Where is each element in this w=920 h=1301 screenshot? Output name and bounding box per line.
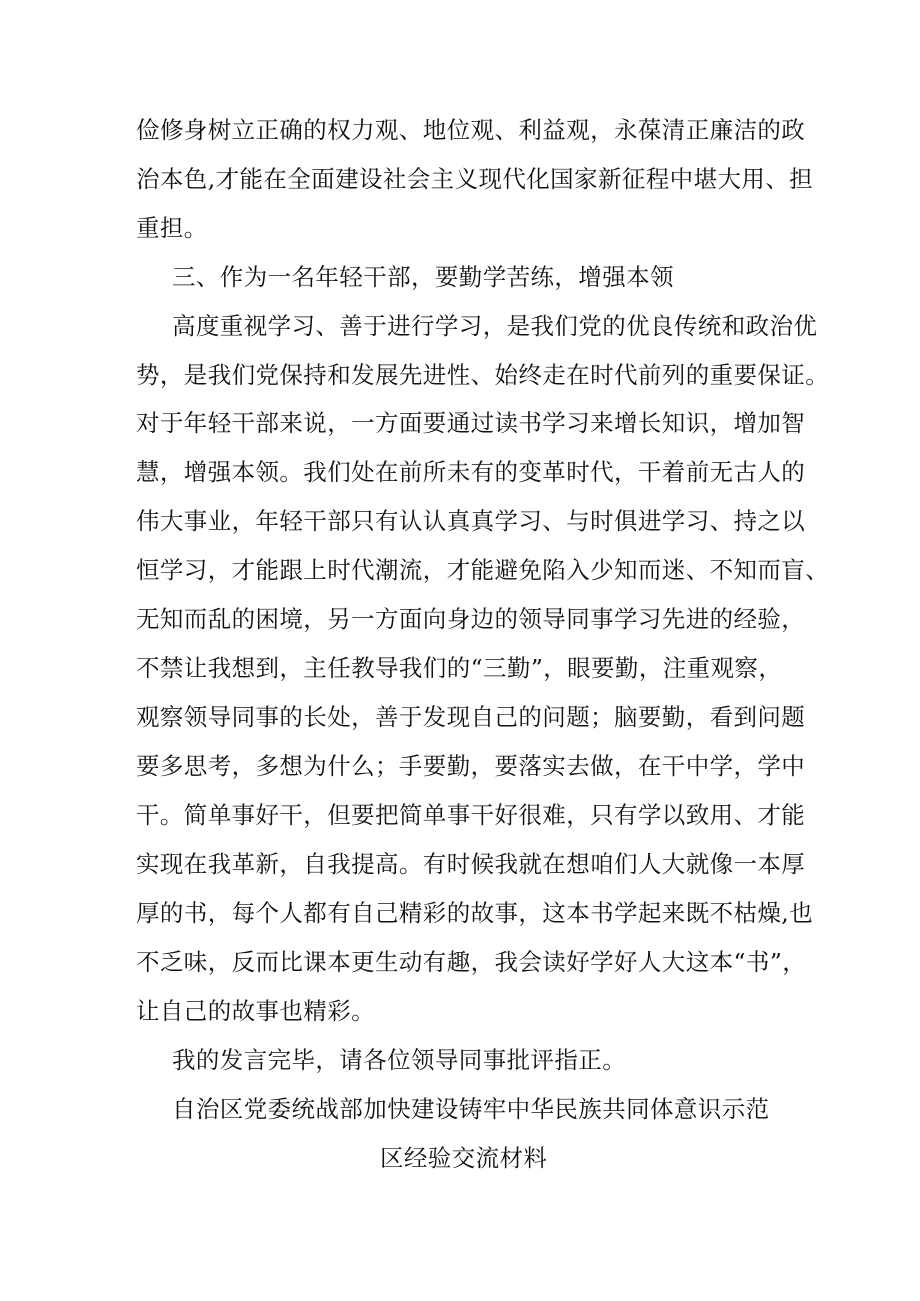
section-heading: 三、作为一名年轻干部，要勤学苦练，增强本领 bbox=[172, 263, 674, 291]
next-section-title: 自治区党委统战部加快建设铸牢中华民族共同体意识示范 bbox=[172, 1095, 770, 1123]
paragraph-line: 慧，增强本领。我们处在前所未有的变革时代，干着前无古人的 bbox=[136, 458, 806, 486]
paragraph-line: 高度重视学习、善于进行学习，是我们党的优良传统和政治优 bbox=[172, 312, 818, 340]
paragraph-line: 不禁让我想到，主任教导我们的“三勤”，眼要勤，注重观察， bbox=[136, 654, 783, 682]
paragraph-line: 要多思考，多想为什么；手要勤，要落实去做，在干中学，学中 bbox=[136, 752, 806, 780]
paragraph-line: 恒学习，才能跟上时代潮流，才能避免陷入少知而迷、不知而盲、 bbox=[136, 556, 830, 584]
paragraph-line: 治本色,才能在全面建设社会主义现代化国家新征程中堪大用、担 bbox=[136, 165, 814, 193]
paragraph-line: 观察领导同事的长处，善于发现自己的问题；脑要勤，看到问题 bbox=[136, 703, 806, 731]
paragraph-line: 伟大事业，年轻干部只有认认真真学习、与时俱进学习、持之以 bbox=[136, 507, 806, 535]
paragraph-line: 干。简单事好干，但要把简单事干好很难，只有学以致用、才能 bbox=[136, 801, 806, 829]
paragraph-line: 俭修身树立正确的权力观、地位观、利益观，永葆清正廉洁的政 bbox=[136, 116, 806, 144]
paragraph-line: 厚的书，每个人都有自己精彩的故事，这本书学起来既不枯燥,也 bbox=[136, 899, 814, 927]
paragraph-line: 实现在我革新，自我提高。有时候我就在想咱们人大就像一本厚 bbox=[136, 850, 806, 878]
paragraph-line: 不乏味，反而比课本更生动有趣，我会读好学好人大这本“书”， bbox=[136, 948, 807, 976]
paragraph-line: 无知而乱的困境，另一方面向身边的领导同事学习先进的经验， bbox=[136, 605, 806, 633]
paragraph-line: 对于年轻干部来说，一方面要通过读书学习来增长知识，增加智 bbox=[136, 409, 806, 437]
paragraph-line: 让自己的故事也精彩。 bbox=[136, 997, 375, 1025]
paragraph-line: 势，是我们党保持和发展先进性、始终走在时代前列的重要保证。 bbox=[136, 361, 830, 389]
closing-line: 我的发言完毕，请各位领导同事批评指正。 bbox=[172, 1046, 627, 1074]
next-section-title: 区经验交流材料 bbox=[380, 1144, 548, 1172]
paragraph-line: 重担。 bbox=[136, 214, 208, 242]
